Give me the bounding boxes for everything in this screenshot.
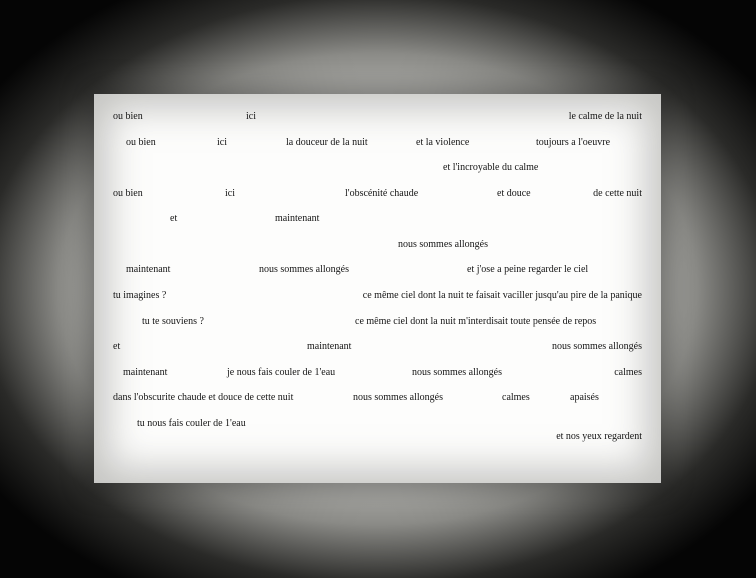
poem-phrase: toujours a l'oeuvre <box>536 137 611 148</box>
poem-phrase: maintenant <box>126 264 171 275</box>
poem-phrase: et la violence <box>416 137 470 148</box>
poem-phrase: et <box>113 341 121 352</box>
poem-phrase: dans l'obscurite chaude et douce de cette nuit <box>113 392 294 403</box>
poem-phrase: ce même ciel dont la nuit m'interdisait toute pensée de repos <box>355 316 597 327</box>
poem-phrase: nous sommes allongés <box>412 367 502 378</box>
poem-phrase: de cette nuit <box>593 188 642 199</box>
poem-phrase: le calme de la nuit <box>568 111 642 122</box>
poem-phrase: et <box>170 213 178 224</box>
poem-phrase: tu te souviens ? <box>142 316 204 327</box>
poem-phrase: ici <box>225 188 235 199</box>
poem-phrase: maintenant <box>123 367 168 378</box>
poem-phrase: calmes <box>614 367 642 378</box>
poem-phrase: apaisés <box>570 392 599 403</box>
poem-phrase: maintenant <box>307 341 352 352</box>
poem-phrase: ce même ciel dont la nuit te faisait vaciller jusqu'au pire de la panique <box>362 290 642 301</box>
poem-phrase: ici <box>217 137 227 148</box>
poem-phrase: et douce <box>497 188 531 199</box>
poem-phrase: nous sommes allongés <box>353 392 443 403</box>
poem-phrase: nous sommes allongés <box>552 341 642 352</box>
poem-phrase: tu nous fais couler de 1'eau <box>137 418 246 429</box>
poem-phrase: l'obscénité chaude <box>345 188 419 199</box>
poem-phrase: tu imagines ? <box>113 290 167 301</box>
poem-phrase: calmes <box>502 392 530 403</box>
poem-phrase: et j'ose a peine regarder le ciel <box>467 264 589 275</box>
poem-phrase: ou bien <box>113 188 143 199</box>
poem-phrase: ou bien <box>126 137 156 148</box>
poem-phrase: nous sommes allongés <box>398 239 488 250</box>
poem-page <box>94 94 661 483</box>
poem-phrase: ici <box>246 111 256 122</box>
poem-phrase: et nos yeux regardent <box>556 431 642 442</box>
poem-phrase: la douceur de la nuit <box>286 137 368 148</box>
poem-phrase: maintenant <box>275 213 320 224</box>
poem-phrase: je nous fais couler de 1'eau <box>227 367 336 378</box>
poem-phrase: et l'incroyable du calme <box>443 162 539 173</box>
poem-phrase: ou bien <box>113 111 143 122</box>
poem-phrase: nous sommes allongés <box>259 264 349 275</box>
